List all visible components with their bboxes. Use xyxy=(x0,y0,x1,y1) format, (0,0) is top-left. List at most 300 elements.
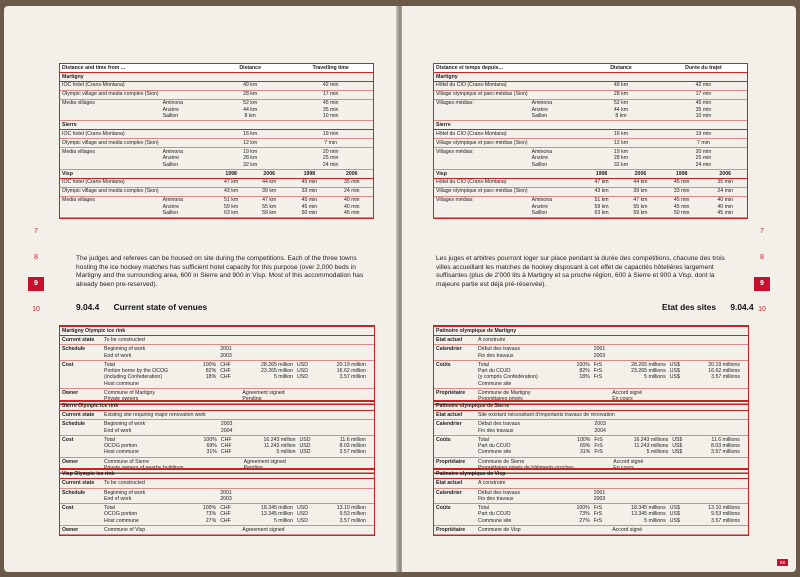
cost-items xyxy=(476,360,566,388)
text-line: 47 km xyxy=(224,179,239,186)
time-cell xyxy=(288,139,373,148)
cost-label: Coûts xyxy=(434,435,476,457)
text-line: 40 min xyxy=(344,203,360,210)
value-cell xyxy=(212,178,250,187)
text-line: Total xyxy=(478,361,489,368)
text-line: 3.57 millions xyxy=(711,517,740,524)
text-line: 5 millions xyxy=(646,449,669,456)
text-line: 25 min xyxy=(322,155,339,162)
owner-row xyxy=(60,525,374,534)
text-line: 3.57 millions xyxy=(711,449,740,456)
page-number: 69 xyxy=(777,559,788,566)
value-cell xyxy=(582,178,621,187)
text-line: 17 min xyxy=(322,91,339,98)
state-label: Etat actuel xyxy=(434,479,476,488)
state-value: Existing site requiring major renovation work xyxy=(102,411,374,420)
schedule-items xyxy=(102,488,218,503)
row-label: Media villages xyxy=(60,99,161,121)
left-page xyxy=(4,6,398,572)
text-line: Fin des travaux xyxy=(478,427,514,434)
table-row xyxy=(434,187,747,196)
owner-label: Owner xyxy=(60,457,102,472)
text-line: 28.265 million xyxy=(261,361,294,368)
text-line: Agreement signed xyxy=(242,526,285,533)
text-line: Host commune xyxy=(104,380,139,387)
text-line: 3.57 millions xyxy=(711,374,740,381)
text-line: 45 min xyxy=(301,203,318,210)
cost-items xyxy=(476,504,566,526)
text-line: US$ xyxy=(672,449,683,456)
text-line: 45 min xyxy=(695,100,712,107)
value-cell xyxy=(660,187,704,196)
chf-values xyxy=(611,435,670,457)
distance-cell xyxy=(212,130,288,139)
state-label: Current state xyxy=(60,336,102,345)
text-line: FrS xyxy=(594,436,603,443)
text-line: Beginning of work xyxy=(104,346,146,353)
venue-title: Sierre Olympic ice rink xyxy=(60,402,374,411)
text-line: 40 min xyxy=(717,197,733,204)
chf-values xyxy=(240,504,295,526)
table-row xyxy=(60,139,373,148)
text-line: Accord signé xyxy=(612,389,643,396)
text-line: 16.243 millions xyxy=(633,436,669,443)
value-cell xyxy=(621,196,660,218)
row-sublabels xyxy=(530,148,583,170)
usd-unit xyxy=(668,504,689,526)
text-line: En cours xyxy=(613,464,634,471)
cost-percent xyxy=(566,360,592,388)
text-line: 43 km xyxy=(594,188,609,195)
agreement-status xyxy=(610,525,748,534)
distance-cell xyxy=(582,90,660,99)
text-line: 55 km xyxy=(633,203,648,210)
text-line: 100% xyxy=(576,361,590,368)
text-line: 2003 xyxy=(220,421,233,428)
state-label: Current state xyxy=(60,479,102,488)
distance-cell xyxy=(212,90,288,99)
text-line: CHF xyxy=(220,368,231,375)
text-line: (y compris Confédération) xyxy=(478,374,538,381)
value-cell xyxy=(288,178,330,187)
text-line: 18% xyxy=(205,374,217,381)
group-name: Sierre xyxy=(60,121,373,130)
text-line: OCOG portion xyxy=(104,511,138,518)
text-line: USD xyxy=(299,436,311,443)
text-line: 50 min xyxy=(673,210,690,217)
text-line: Aminona xyxy=(162,148,184,155)
state-row xyxy=(434,479,748,488)
distance-cell xyxy=(582,130,660,139)
value-cell xyxy=(331,196,373,218)
text-line: 18.345 million xyxy=(261,505,294,512)
group-name: Visp xyxy=(434,169,582,178)
usd-unit xyxy=(295,360,318,388)
value-cell xyxy=(250,187,288,196)
usd-unit xyxy=(668,360,689,388)
section-heading xyxy=(76,302,207,312)
schedule-label: Schedule xyxy=(60,420,102,435)
state-value: A construire xyxy=(476,336,748,345)
text-line: 63 km xyxy=(224,210,239,217)
text-line: FrS xyxy=(593,361,603,368)
text-line: FrS xyxy=(593,505,603,512)
row-label: IOC hotel (Crans-Montana) xyxy=(60,178,161,187)
schedule-items xyxy=(102,420,219,435)
cost-label: Cost xyxy=(60,504,102,526)
chapter-tab-7[interactable]: 7 xyxy=(760,228,764,235)
chapter-tab-9[interactable]: 9 xyxy=(28,277,44,291)
venue-title-row xyxy=(60,327,374,336)
text-line: 2004 xyxy=(220,427,233,434)
text-line: Part du COJO xyxy=(478,443,511,450)
time-cell xyxy=(288,99,373,121)
value-cell xyxy=(582,187,621,196)
accommodation-paragraph: Les juges et arbitres pourront loger sur place pendant la durée des compétitions, chacune des trois villes accueillant les matches de hockey disposant à cet effet de capacités hôtelières largement suffisantes (plus de 2'000 lits à Martigny et sa proche région, 600 à Sierre et 900 à Visp, dont la majeure partie est déjà pré-réservée). xyxy=(436,255,725,289)
cost-row xyxy=(434,435,748,457)
row-sublabels xyxy=(530,130,583,139)
text-line: 39 km xyxy=(633,188,648,195)
text-line: End of work xyxy=(104,495,132,502)
cost-percent xyxy=(192,504,218,526)
usd-values xyxy=(318,504,368,526)
text-line: Total xyxy=(104,505,115,512)
year-header: 1998 xyxy=(288,169,330,178)
text-line: 44 km xyxy=(243,106,258,113)
year-header: 2006 xyxy=(250,169,288,178)
value-cell xyxy=(703,178,747,187)
value-cell xyxy=(331,178,373,187)
section-number: 9.04.4 xyxy=(76,302,100,312)
text-line: 12 km xyxy=(243,139,258,146)
usd-unit xyxy=(298,435,321,457)
usd-unit xyxy=(295,504,318,526)
text-line: Host commune xyxy=(104,517,139,524)
text-line: US$ xyxy=(669,361,680,368)
row-label: Media villages xyxy=(60,148,161,170)
text-line: 45 min xyxy=(301,179,318,186)
row-sublabels xyxy=(161,90,212,99)
text-line: Private owners xyxy=(104,396,139,403)
value-cell xyxy=(703,187,747,196)
table-row xyxy=(60,148,373,170)
text-line: 40 min xyxy=(717,203,733,210)
text-line: Beginning of work xyxy=(104,489,146,496)
text-line: 47 km xyxy=(633,197,648,204)
text-line: Fin des travaux xyxy=(478,495,514,502)
schedule-items xyxy=(476,420,592,435)
text-line: USD xyxy=(297,511,308,518)
text-line: Saillon xyxy=(531,161,548,168)
text-line: Début des travaux xyxy=(478,421,521,428)
text-line: 3.57 million xyxy=(339,449,366,456)
year-header: 1998 xyxy=(660,169,704,178)
state-row xyxy=(434,336,748,345)
owner-label: Propriétaire xyxy=(434,457,476,472)
cost-row xyxy=(434,504,748,526)
row-sublabels xyxy=(530,99,583,121)
value-cell xyxy=(331,187,373,196)
table-row xyxy=(60,81,373,90)
text-line: Aminona xyxy=(531,100,553,107)
text-line: Saillon xyxy=(162,210,179,217)
chapter-tab-7[interactable]: 7 xyxy=(34,228,38,235)
distance-cell xyxy=(212,81,288,90)
state-value: A construire xyxy=(476,479,748,488)
table-row xyxy=(434,148,747,170)
text-line: 20.19 million xyxy=(336,361,366,368)
text-line: 59 km xyxy=(224,203,239,210)
text-line: 3.57 million xyxy=(339,517,366,524)
text-line: En cours xyxy=(612,396,633,403)
text-line: 44 km xyxy=(633,179,648,186)
schedule-row xyxy=(60,345,374,360)
chf-unit xyxy=(592,435,611,457)
text-line: 19 min xyxy=(695,130,712,137)
distance-cell xyxy=(582,148,660,170)
text-line: USD xyxy=(297,368,308,375)
time-cell xyxy=(660,81,747,90)
venue-table xyxy=(434,326,748,404)
text-line: 39 km xyxy=(262,188,277,195)
usd-unit xyxy=(670,435,692,457)
text-line: 59 km xyxy=(633,210,648,217)
venue-title-row xyxy=(60,470,374,479)
value-cell xyxy=(288,187,330,196)
row-label: Hôtel du CIO (Crans-Montana) xyxy=(434,130,530,139)
text-line: 100% xyxy=(203,436,217,443)
schedule-label: Schedule xyxy=(60,488,102,503)
chapter-tab-9[interactable]: 9 xyxy=(754,277,770,291)
text-line: 5 millions xyxy=(644,517,666,524)
table-row xyxy=(60,187,373,196)
text-line: 10 min xyxy=(322,113,339,120)
state-row xyxy=(60,336,374,345)
venue-title: Patinoire olympique de Martigny xyxy=(434,327,748,336)
text-line: 10 min xyxy=(695,113,712,120)
text-line: 2001 xyxy=(593,346,606,353)
text-line: 35 min xyxy=(344,179,360,186)
text-line: US$ xyxy=(669,368,680,375)
text-line: USD xyxy=(297,361,308,368)
row-sublabels xyxy=(530,196,583,218)
text-line: Portion borne by the OCOG xyxy=(104,368,169,375)
text-line: Début des travaux xyxy=(478,489,521,496)
row-sublabels xyxy=(161,81,212,90)
owner-label: Propriétaire xyxy=(434,388,476,403)
text-line: 45 min xyxy=(673,203,690,210)
distance-cell xyxy=(212,99,288,121)
row-sublabels xyxy=(161,148,212,170)
text-line: 100% xyxy=(202,505,217,512)
table-row xyxy=(434,130,747,139)
state-label: Current state xyxy=(60,411,102,420)
text-line: 45 min xyxy=(673,197,690,204)
cost-row xyxy=(60,504,374,526)
text-line: 8.03 millions xyxy=(711,443,740,450)
text-line: 7 min xyxy=(324,139,337,146)
text-line: 31% xyxy=(579,449,591,456)
chapter-tab-10[interactable]: 10 xyxy=(758,306,766,313)
row-label: IOC hotel (Crans-Montana) xyxy=(60,130,161,139)
text-line: USD xyxy=(299,443,311,450)
venue-title: Martigny Olympic ice rink xyxy=(60,327,374,336)
chf-unit xyxy=(218,504,240,526)
text-line: CHF xyxy=(220,517,231,524)
year-header: 1998 xyxy=(212,169,250,178)
text-line: 50 min xyxy=(301,210,318,217)
text-line: Anzère xyxy=(531,106,549,113)
distance-cell xyxy=(582,81,660,90)
text-line: 73% xyxy=(579,511,590,518)
row-label: Hôtel du CIO (Crans-Montana) xyxy=(434,81,530,90)
text-line: 13.345 millions xyxy=(631,511,666,518)
schedule-years xyxy=(592,420,748,435)
text-line: Agreement signed xyxy=(243,458,286,465)
text-line: 5 million xyxy=(276,449,296,456)
value-cell xyxy=(250,196,288,218)
chapter-tab-10[interactable]: 10 xyxy=(32,306,40,313)
chf-unit xyxy=(219,435,242,457)
schedule-label: Calendrier xyxy=(434,420,476,435)
owner-label: Owner xyxy=(60,525,102,534)
text-line: US$ xyxy=(672,443,683,450)
chf-unit xyxy=(592,504,610,526)
cost-items xyxy=(102,360,192,388)
table-row xyxy=(434,196,747,218)
owner-row xyxy=(434,525,748,534)
text-line: 2003 xyxy=(593,352,606,359)
text-line: 28 km xyxy=(613,91,629,98)
state-row xyxy=(434,411,748,420)
value-cell xyxy=(582,196,621,218)
usd-values xyxy=(689,360,742,388)
text-line: Aminona xyxy=(531,148,553,155)
schedule-label: Schedule xyxy=(60,345,102,360)
text-line: Commune site xyxy=(478,449,512,456)
text-line: 5 millions xyxy=(644,374,666,381)
text-line: Pending xyxy=(243,464,263,471)
text-line: Saillon xyxy=(162,113,179,120)
row-label: Village olympique et parc-médias (Sion) xyxy=(436,139,528,146)
text-line: Anzère xyxy=(162,106,180,113)
text-line: Beginning of work xyxy=(104,421,146,428)
text-line: Début des travaux xyxy=(478,346,521,353)
text-line: 100% xyxy=(576,505,590,512)
time-cell xyxy=(288,81,373,90)
state-value: To be constructed xyxy=(102,479,374,488)
chf-unit xyxy=(218,360,240,388)
distance-cell xyxy=(212,148,288,170)
text-line: 18% xyxy=(579,374,590,381)
text-line: 35 min xyxy=(717,179,733,186)
row-label: Olympic village and media complex (Sion) xyxy=(62,91,159,98)
text-line: 73% xyxy=(205,511,217,518)
text-line: 59 km xyxy=(262,210,277,217)
usd-values xyxy=(318,360,368,388)
text-line: Anzère xyxy=(162,155,180,162)
text-line: 5 million xyxy=(273,517,294,524)
text-line: End of work xyxy=(104,427,132,434)
text-line: 2001 xyxy=(220,346,232,353)
text-line: 33 min xyxy=(673,188,690,195)
text-line: 47 km xyxy=(594,179,609,186)
chapter-tab-8[interactable]: 8 xyxy=(34,254,38,261)
text-line: 24 min xyxy=(344,188,360,195)
text-line: 52 km xyxy=(613,100,629,107)
text-line: 47 km xyxy=(262,197,277,204)
text-line: USD xyxy=(297,517,308,524)
text-line: 23.265 million xyxy=(261,368,294,375)
chf-values xyxy=(242,435,298,457)
text-line: 11.243 millions xyxy=(633,443,669,450)
text-line: 42 min xyxy=(695,82,712,89)
text-line: Commune site xyxy=(478,380,512,387)
group-name: Sierre xyxy=(434,121,747,130)
cost-row xyxy=(434,360,748,388)
text-line: 16.62 million xyxy=(336,368,366,375)
text-line: Accord signé xyxy=(613,458,644,465)
text-line: Total xyxy=(104,361,115,368)
distance-table xyxy=(434,64,747,218)
schedule-items xyxy=(476,345,592,360)
venue-title-row xyxy=(60,402,374,411)
header-time: Travelling time xyxy=(288,64,373,72)
row-label: Hôtel du CIO (Crans-Montana) xyxy=(434,178,530,187)
chapter-tab-8[interactable]: 8 xyxy=(760,254,764,261)
text-line: CHF xyxy=(220,443,232,450)
row-label: Villages médias: xyxy=(434,99,530,121)
text-line: 8.03 million xyxy=(339,443,366,450)
section-title: Current state of venues xyxy=(113,302,208,312)
year-header: 2006 xyxy=(331,169,373,178)
text-line: 45 min xyxy=(322,100,339,107)
state-label: Etat actuel xyxy=(434,411,476,420)
venue-title-row xyxy=(434,402,748,411)
text-line: Commune de Martigny xyxy=(478,389,531,396)
text-line: 2001 xyxy=(220,489,232,496)
text-line: 13.10 millions xyxy=(708,505,740,512)
schedule-label: Calendrier xyxy=(434,345,476,360)
cost-label: Cost xyxy=(60,360,102,388)
text-line: 27% xyxy=(205,517,217,524)
text-line: 5 million xyxy=(273,374,294,381)
text-line: 2003 xyxy=(220,352,232,359)
text-line: FrS xyxy=(593,511,603,518)
text-line: 2001 xyxy=(593,489,606,496)
schedule-years xyxy=(592,345,748,360)
text-line: 100% xyxy=(202,361,217,368)
text-line: 24 min xyxy=(717,188,733,195)
table-row xyxy=(434,139,747,148)
time-cell xyxy=(660,139,747,148)
row-sublabels xyxy=(530,187,583,196)
time-cell xyxy=(288,148,373,170)
text-line: Fin des travaux xyxy=(478,352,514,359)
header-label: Distance et temps depuis... xyxy=(434,64,582,72)
distance-cell xyxy=(582,99,660,121)
text-line: 19 min xyxy=(322,130,339,137)
text-line: 35 min xyxy=(322,106,339,113)
cost-label: Cost xyxy=(60,435,102,457)
text-line: 82% xyxy=(205,368,217,375)
usd-values xyxy=(692,435,742,457)
text-line: 13.10 million xyxy=(336,505,366,512)
row-sublabels xyxy=(530,139,583,148)
owner-names xyxy=(476,525,610,534)
time-cell xyxy=(288,130,373,139)
text-line: 28 km xyxy=(243,155,258,162)
